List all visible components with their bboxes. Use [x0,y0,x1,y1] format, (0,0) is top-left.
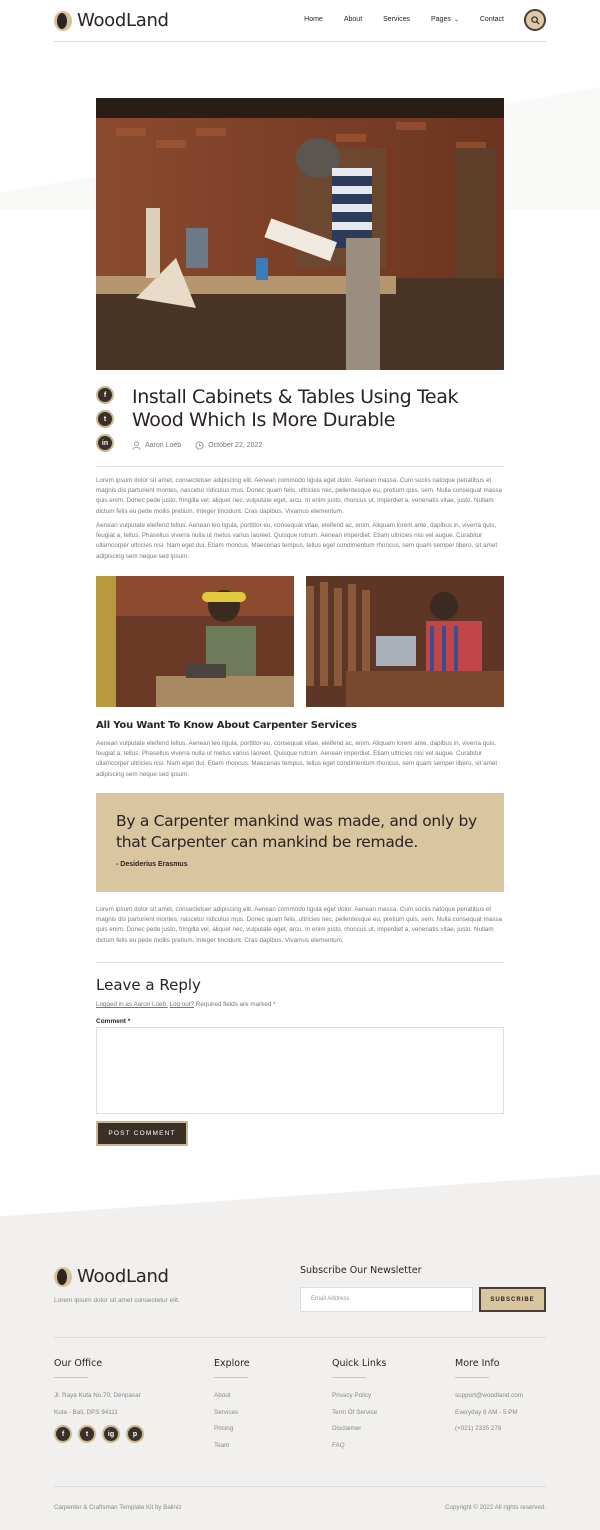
site-header [54,6,546,42]
support-email-link[interactable]: support@woodland.com [455,1392,523,1399]
email-input[interactable]: Email Address [300,1287,473,1312]
footer-divider [54,1337,546,1338]
nav-contact-label: Contact [479,16,504,23]
copyright-text: Copyright © 2022 All rights reserved. [445,1504,546,1511]
post-comment-button[interactable]: POST COMMENT [96,1121,188,1146]
logo-icon [54,1267,72,1287]
footer-link[interactable]: About [214,1392,231,1399]
title-underline [332,1377,366,1378]
carpenter-image-1 [96,576,294,707]
nav-pages-label: Pages [430,16,451,23]
footer-link[interactable]: Team [214,1441,230,1449]
section-heading: All You Want To Know About Carpenter Services [96,720,357,731]
search-icon [531,16,540,25]
hero-image [96,98,504,370]
comment-textarea[interactable] [96,1027,504,1114]
main-nav [283,16,504,23]
footer-col-office [54,1358,144,1443]
logged-in-note [96,1001,276,1008]
footer-link[interactable]: Pricing [214,1425,234,1432]
office-address-line: Jl. Raya Kuta No.70, Denpasar [54,1392,141,1399]
linkedin-icon[interactable]: in [96,434,114,452]
footer-divider-shape [0,1170,600,1230]
twitter-icon[interactable]: t [96,410,114,428]
facebook-icon[interactable]: f [54,1425,72,1443]
footer-col-title: Quick Links [332,1358,387,1369]
site-logo[interactable] [54,10,169,31]
chevron-down-icon: ⌄ [453,17,459,23]
footer-col-title: Explore [214,1358,250,1369]
nav-home-label: Home [304,16,323,23]
opening-hours: Everyday 8 AM - 5 PM [455,1408,518,1416]
phone-number[interactable]: (+021) 2335 278 [455,1425,502,1432]
paragraph-2: Aenean vulputate eleifend tellus. Aenean leo ligula, porttitor eu, consequat vitae, eleifend ac, enim. Aliquam lorem ante, dapibus in, viverra quis, feugiat a, tellus. Phasellus viverra nulla ut metus varius laoreet. Quisque rutrum. Aenean imperdiet. Etiam ultricies nisi vel augue. Curabitur ullamcorper ultricies nisi. Nam eget dui. Etiam rhoncus. Maecenas tempus, tellus eget condimentum rhoncus, sem quam semper libero, sit amet adipiscing sem neque sed ipsum. [96,522,498,560]
post-author[interactable]: Aaron Loeb [145,442,182,449]
logged-in-link[interactable]: Logged in as Aaron Loeb. [96,1001,168,1008]
footer-link[interactable]: Term Of Service [332,1408,378,1416]
nav-about-label: About [343,16,363,23]
user-icon [132,441,141,450]
footer-logo-text: WoodLand [77,1266,169,1287]
clock-icon [195,441,204,450]
comment-label: Comment * [96,1018,131,1025]
title-underline [214,1377,248,1378]
divider [96,962,504,963]
newsletter-title: Subscribe Our Newsletter [300,1265,422,1276]
quote-text: By a Carpenter mankind was made, and only by that Carpenter can mankind be remade. [116,812,477,851]
required-note: Required fields are marked * [195,1001,276,1008]
nav-pages[interactable] [431,16,459,23]
divider [96,466,504,467]
paragraph-4: Lorem ipsum dolor sit amet, consectetuer adipiscing elit. Aenean commodo ligula eget dolor. Aenean massa. Cum sociis natoque penatibus et magnis dis parturient montes, nascetur ridiculus mus. Donec quam felis, ultricies nec, pellentesque eu, pretium quis, sem. Nulla consequat massa quis enim. Donec pede justo, fringilla vel, aliquet nec, vulputate eget, arcu. In enim justo, rhoncus ut, imperdiet a, venenatis vitae, justo. Nullam dictum felis eu pede mollis pretium. Integer tincidunt. Cras dapibus. Vivamus elementum. [96,906,502,944]
footer-bottom-divider [54,1486,546,1487]
carpenter-image-2 [306,576,504,707]
footer-logo[interactable] [54,1266,169,1287]
footer-link[interactable]: Services [214,1408,239,1416]
subscribe-button[interactable]: SUBSCRIBE [479,1287,546,1312]
footer-link[interactable]: Disclaimer [332,1425,362,1432]
logo-text: WoodLand [77,10,169,31]
blockquote [96,793,504,892]
nav-about[interactable] [344,16,362,23]
footer-link[interactable]: Privacy Policy [332,1392,372,1399]
share-links [96,386,114,458]
paragraph-3: Aenean vulputate eleifend tellus. Aenean leo ligula, porttitor eu, consequat vitae, eleifend ac, enim. Aliquam lorem ante, dapibus in, viverra quis, feugiat a, tellus. Phasellus viverra nulla ut metus varius laoreet. Quisque rutrum. Aenean imperdiet. Etiam ultricies nisi vel augue. Curabitur ullamcorper ultricies nisi. Nam eget dui. Etiam rhoncus. Maecenas tempus, tellus eget condimentum rhoncus, sem quam semper libero, sit amet adipiscing sem neque sed ipsum. [96,740,498,778]
footer-col-title: More Info [455,1358,500,1369]
twitter-icon[interactable]: t [78,1425,96,1443]
footer-social [54,1425,144,1443]
post-title: Install Cabinets & Tables Using Teak Wood Which Is More Durable [132,386,459,431]
nav-home[interactable] [304,16,323,23]
nav-contact[interactable] [480,16,504,23]
title-underline [455,1377,489,1378]
credit-text: Carpenter & Craftsman Template Kit by Baliniz [54,1504,182,1511]
logo-icon [54,11,72,31]
search-button[interactable] [524,9,546,31]
footer-tagline: Lorem ipsum dolor sit amet consectetur elit. [54,1297,180,1304]
footer-col-title: Our Office [54,1358,103,1369]
office-address-line: Kuta - Bali, DPS 94111 [54,1408,118,1416]
reply-title: Leave a Reply [96,976,201,994]
quote-author: - Desiderius Erasmus [116,861,188,868]
facebook-icon[interactable]: f [96,386,114,404]
footer-col-explore [214,1358,250,1458]
title-underline [54,1377,88,1378]
nav-services[interactable] [383,16,410,23]
logout-link[interactable]: Log out? [169,1001,195,1008]
footer-col-more-info [455,1358,523,1442]
paragraph-1: Lorem ipsum dolor sit amet, consectetuer adipiscing elit. Aenean commodo ligula eget dolor. Aenean massa. Cum sociis natoque penatibus et magnis dis parturient montes, nascetur ridiculus mus. Donec quam felis, ultricies nec, pellentesque eu, pretium quis, sem. Nulla consequat massa quis enim. Donec pede justo, fringilla vel, aliquet nec, vulputate eget, arcu. In enim justo, rhoncus ut, imperdiet a, venenatis vitae, justo. Nullam dictum felis eu pede mollis pretium. Integer tincidunt. Cras dapibus. Vivamus elementum. [96,477,502,515]
footer-link[interactable]: FAQ [332,1441,345,1449]
footer-col-quick-links [332,1358,386,1458]
post-date: October 22, 2022 [208,442,263,449]
pinterest-icon[interactable]: p [126,1425,144,1443]
post-meta [132,441,262,450]
nav-services-label: Services [383,16,410,23]
instagram-icon[interactable]: ig [102,1425,120,1443]
